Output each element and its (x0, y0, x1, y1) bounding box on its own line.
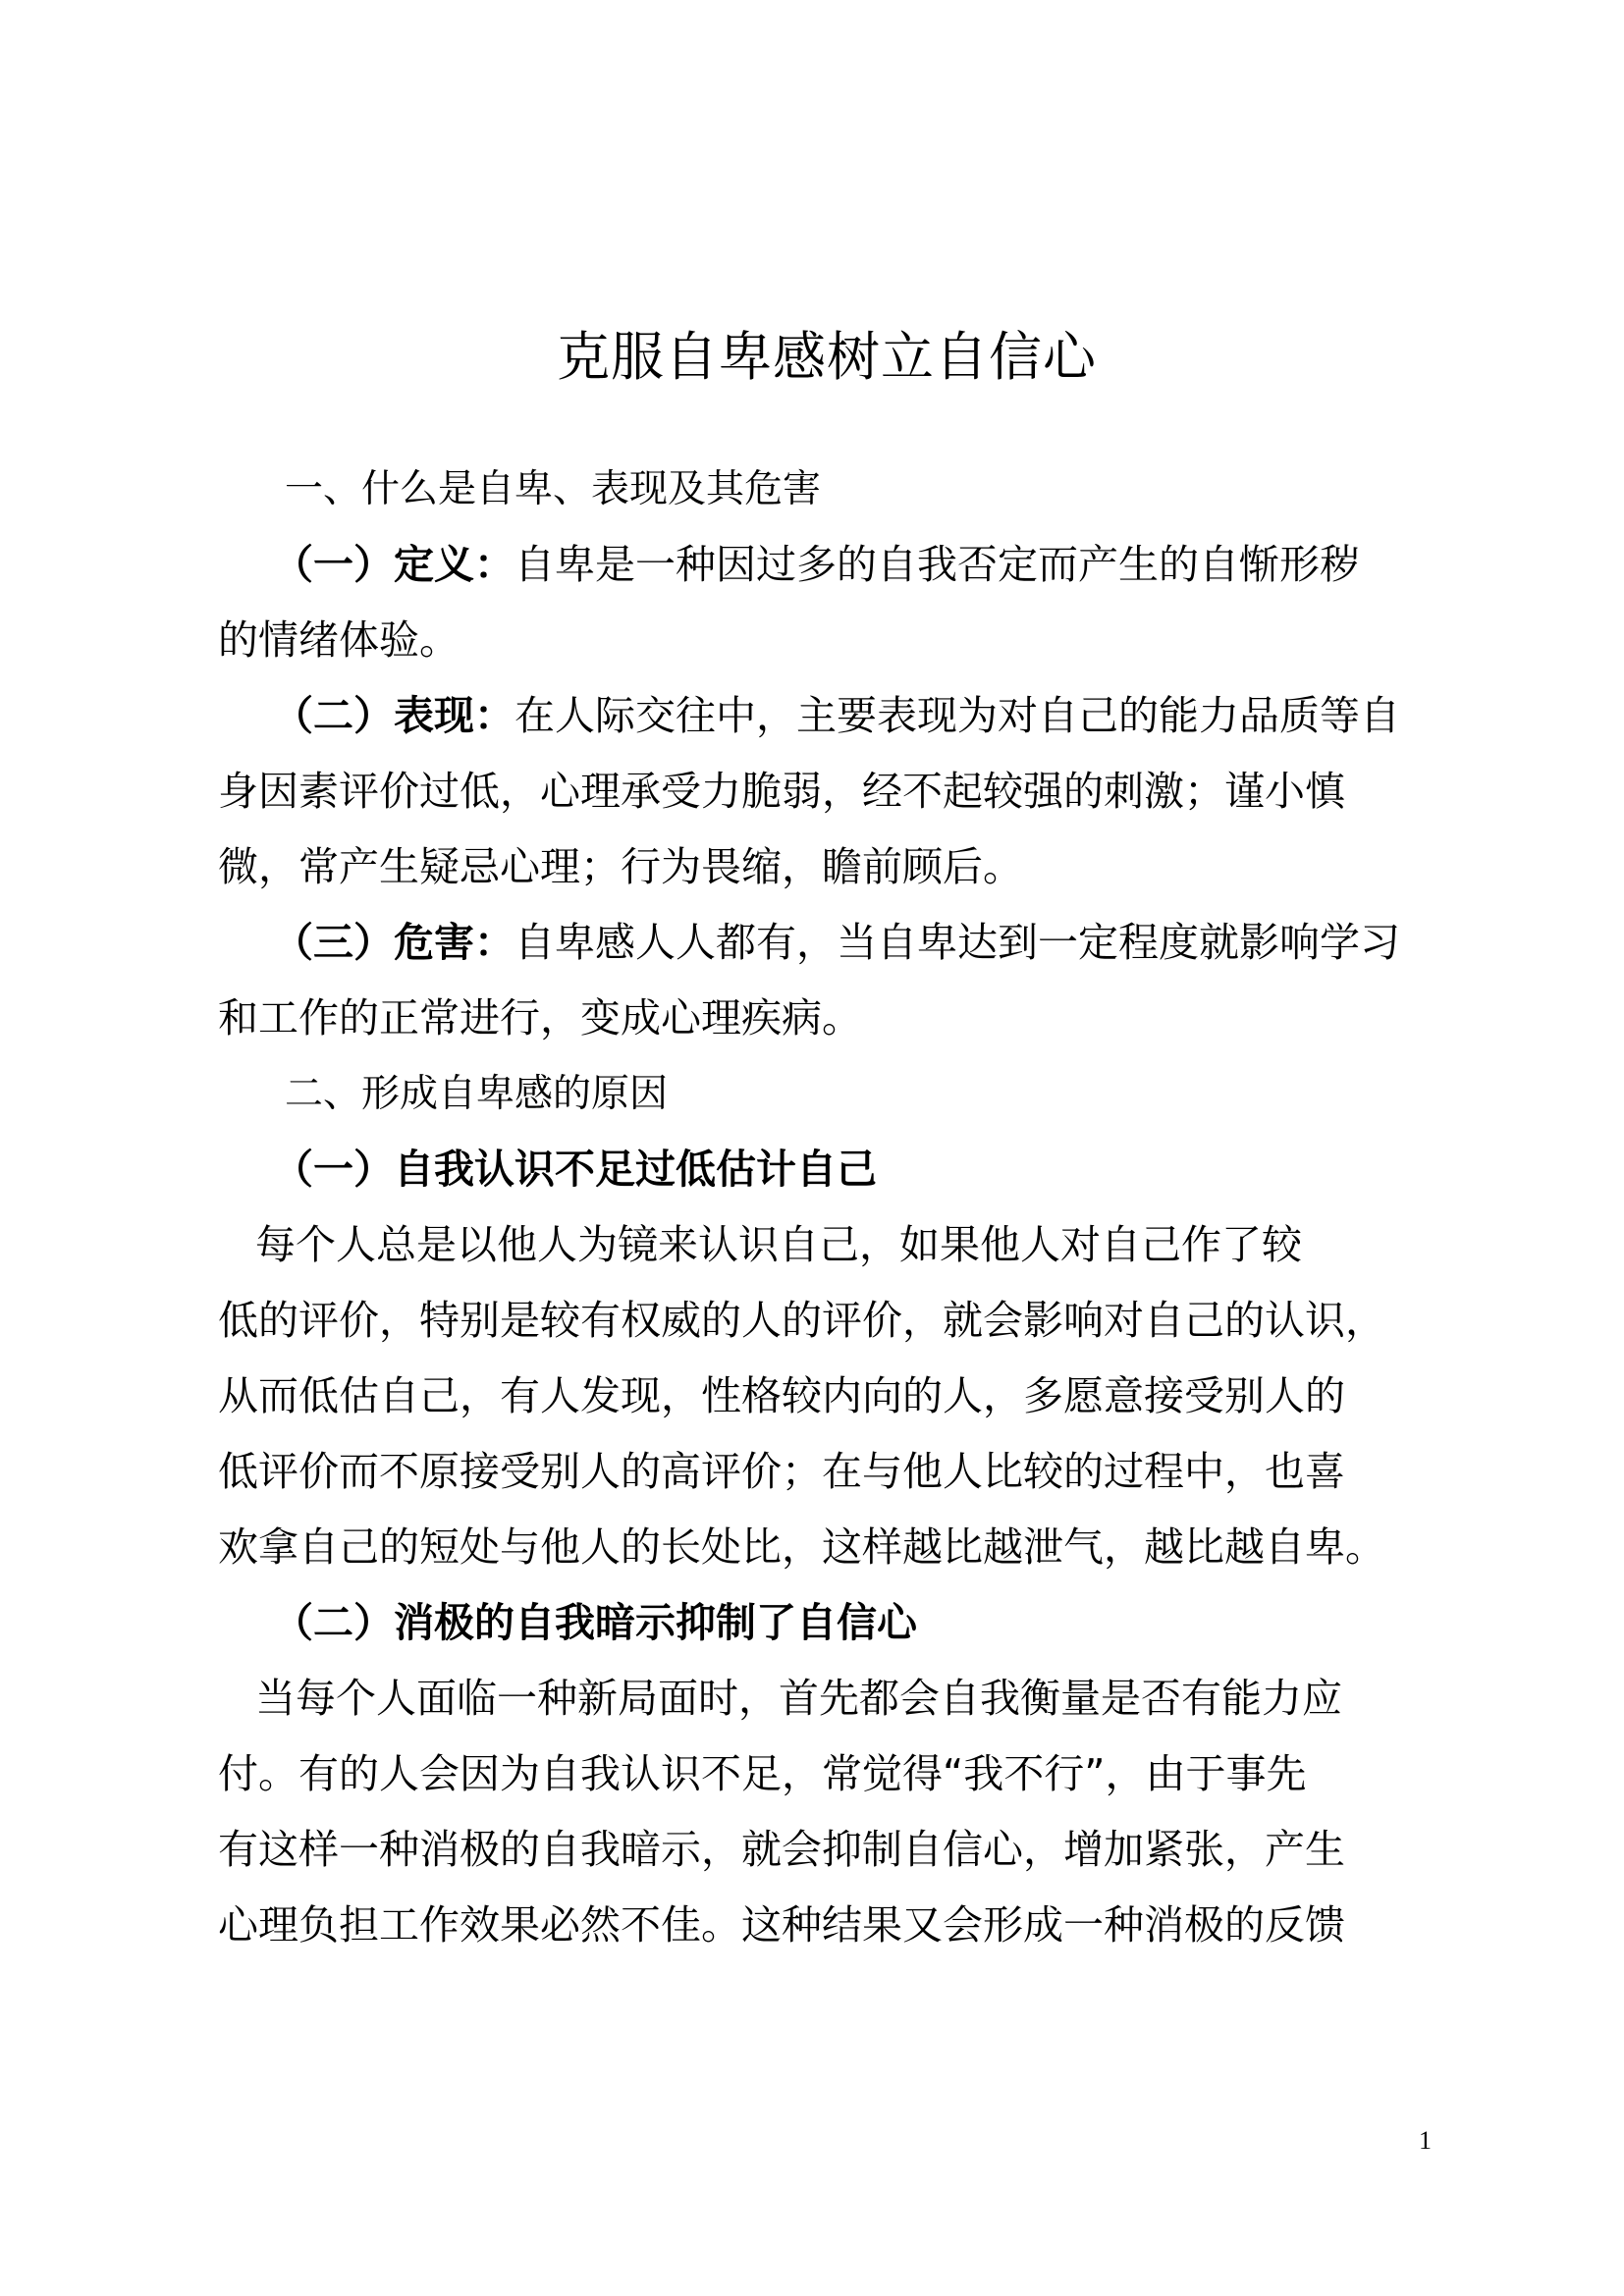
expression-line-1 (218, 678, 1435, 754)
definition-line-2: 的情绪体验。 (218, 615, 460, 664)
definition-line-1-text: 自卑是一种因过多的自我否定而产生的自惭形秽 (514, 540, 1360, 588)
harm-line-1-text: 自卑感人人都有，当自卑达到一定程度就影响学习 (514, 918, 1400, 966)
definition-line-1 (218, 527, 1435, 603)
expression-line-2: 身因素评价过低，心理承受力脆弱，经不起较强的刺激；谨小慎 (218, 767, 1345, 815)
page-number: 1 (1419, 2126, 1432, 2155)
paragraph-2-1-line-1: 每个人总是以他人为镜来认识自己，如果他人对自己作了较 (255, 1220, 1302, 1268)
paragraph-2-1-line-4: 低评价而不原接受别人的高评价；在与他人比较的过程中，也喜 (218, 1447, 1345, 1495)
harm-line-1-label: （三）危害： (273, 918, 514, 966)
section-heading-1: 一、什么是自卑、表现及其危害 (285, 466, 822, 511)
paragraph-2-1-line-2: 低的评价，特别是较有权威的人的评价，就会影响对自己的认识， (218, 1296, 1385, 1344)
definition-line-1-label: （一）定义： (273, 540, 514, 588)
paragraph-2-2-line-1: 当每个人面临一种新局面时，首先都会自我衡量是否有能力应 (255, 1674, 1342, 1722)
harm-line-1 (218, 905, 1435, 981)
document-text-lines (218, 452, 1435, 1963)
paragraph-2-2-line-4: 心理负担工作效果必然不佳。这种结果又会形成一种消极的反馈 (218, 1900, 1345, 1949)
subsection-heading-2-2: （二）消极的自我暗示抑制了自信心 (273, 1598, 917, 1646)
paragraph-2-1-line-5: 欢拿自己的短处与他人的长处比，这样越比越泄气，越比越自卑。 (218, 1522, 1385, 1571)
harm-line-2: 和工作的正常进行，变成心理疾病。 (218, 993, 862, 1041)
page-title: 克服自卑感树立自信心 (557, 326, 1097, 388)
section-heading-2: 二、形成自卑感的原因 (285, 1071, 669, 1116)
subsection-heading-2-1: （一）自我认识不足过低估计自己 (273, 1145, 877, 1193)
expression-line-3: 微，常产生疑忌心理；行为畏缩，瞻前顾后。 (218, 842, 1023, 890)
expression-line-1-text: 在人际交往中，主要表现为对自己的能力品质等自 (514, 691, 1400, 739)
paragraph-2-2-line-3: 有这样一种消极的自我暗示，就会抑制自信心，增加紧张，产生 (218, 1825, 1345, 1873)
expression-line-1-label: （二）表现： (273, 691, 514, 739)
paragraph-2-1-line-3: 从而低估自己，有人发现，性格较内向的人，多愿意接受别人的 (218, 1371, 1345, 1419)
paragraph-2-2-line-2: 付。有的人会因为自我认识不足，常觉得“我不行”，由于事先 (218, 1749, 1307, 1797)
document-body (218, 324, 1435, 1963)
